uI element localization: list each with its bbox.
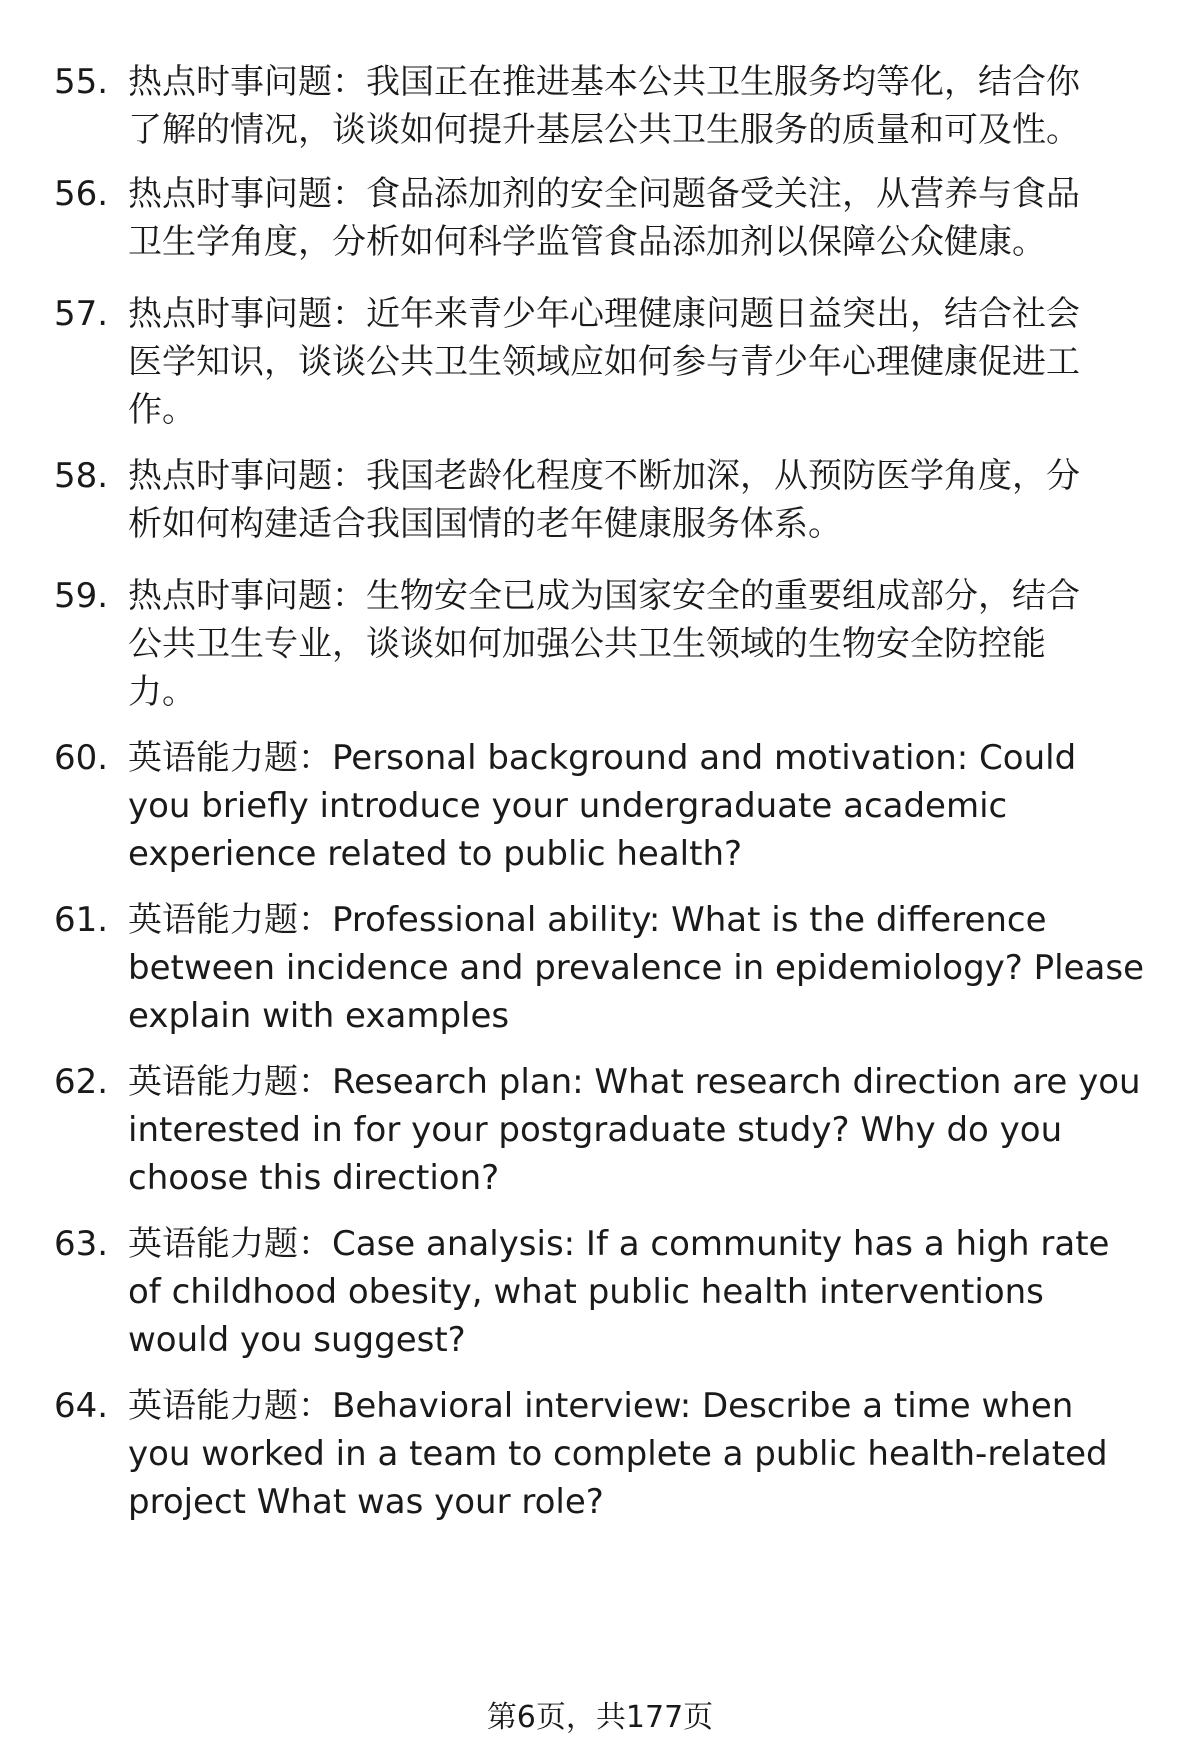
question-number: 55.	[54, 62, 109, 102]
question-line: 热点时事问题：我国正在推进基本公共卫生服务均等化，结合你	[128, 62, 1080, 102]
question-number: 58.	[54, 456, 109, 496]
question-number: 63.	[54, 1224, 109, 1264]
question-text	[128, 58, 1158, 154]
question-line: 作。	[128, 390, 196, 430]
question-line: 热点时事问题：生物安全已成为国家安全的重要组成部分，结合	[128, 576, 1080, 616]
question-line: 英语能力题：Case analysis: If a community has a high rate	[128, 1224, 1110, 1264]
question-line: you worked in a team to complete a public health-related	[128, 1434, 1108, 1474]
question-text	[128, 290, 1158, 434]
question-line: 热点时事问题：食品添加剂的安全问题备受关注，从营养与食品	[128, 174, 1080, 214]
question-text	[128, 572, 1158, 716]
question-line: 英语能力题：Research plan: What research direction are you	[128, 1062, 1141, 1102]
question-number: 62.	[54, 1062, 109, 1102]
question-text	[128, 452, 1158, 548]
question-line: 热点时事问题：近年来青少年心理健康问题日益突出，结合社会	[128, 294, 1080, 334]
question-text	[128, 1220, 1158, 1364]
question-number: 57.	[54, 294, 109, 334]
question-number: 60.	[54, 738, 109, 778]
question-text	[128, 734, 1158, 878]
question-line: interested in for your postgraduate study? Why do you	[128, 1110, 1063, 1150]
page-number-footer: 第6页，共177页	[486, 1700, 714, 1735]
question-line: 英语能力题：Professional ability: What is the difference	[128, 900, 1047, 940]
question-number: 64.	[54, 1386, 109, 1426]
question-line: would you suggest?	[128, 1320, 466, 1360]
question-line: between incidence and prevalence in epidemiology? Please	[128, 948, 1144, 988]
question-line: 力。	[128, 672, 196, 712]
question-line: 了解的情况，谈谈如何提升基层公共卫生服务的质量和可及性。	[128, 110, 1080, 150]
question-line: 热点时事问题：我国老龄化程度不断加深，从预防医学角度，分	[128, 456, 1080, 496]
question-line: 析如何构建适合我国国情的老年健康服务体系。	[128, 504, 842, 544]
question-text	[128, 170, 1158, 266]
question-line: 英语能力题：Personal background and motivation: Could	[128, 738, 1077, 778]
question-text	[128, 896, 1158, 1040]
question-line: choose this direction?	[128, 1158, 500, 1198]
question-line: 卫生学角度，分析如何科学监管食品添加剂以保障公众健康。	[128, 222, 1046, 262]
question-number: 56.	[54, 174, 109, 214]
question-line: of childhood obesity, what public health interventions	[128, 1272, 1044, 1312]
question-line: experience related to public health?	[128, 834, 743, 874]
question-line: 医学知识，谈谈公共卫生领域应如何参与青少年心理健康促进工	[128, 342, 1080, 382]
question-text	[128, 1058, 1158, 1202]
question-line: 英语能力题：Behavioral interview: Describe a time when	[128, 1386, 1074, 1426]
question-number: 59.	[54, 576, 109, 616]
question-line: project What was your role?	[128, 1482, 604, 1522]
question-number: 61.	[54, 900, 109, 940]
question-line: you briefly introduce your undergraduate academic	[128, 786, 1008, 826]
question-text	[128, 1382, 1158, 1526]
question-line: 公共卫生专业，谈谈如何加强公共卫生领域的生物安全防控能	[128, 624, 1046, 664]
question-line: explain with examples	[128, 996, 510, 1036]
